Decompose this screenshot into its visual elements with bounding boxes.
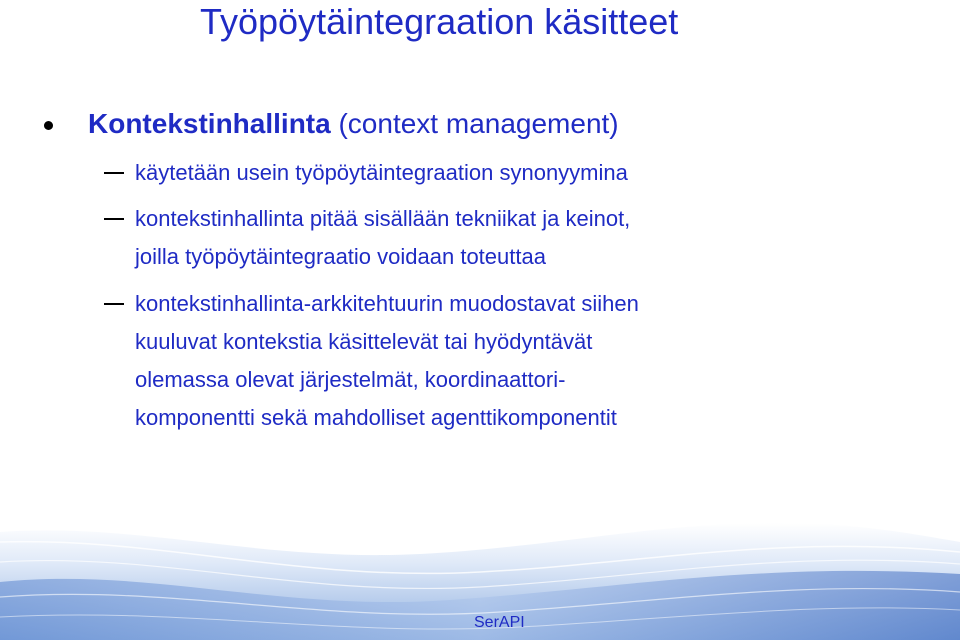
slide-title: Työpöytäintegraation käsitteet xyxy=(200,1,679,42)
bullet-dot-icon xyxy=(44,121,53,130)
dash-icon xyxy=(104,303,124,305)
subpoint-line: joilla työpöytäintegraatio voidaan toteuttaa xyxy=(135,244,546,269)
subpoint-line: käytetään usein työpöytäintegraation synonyymina xyxy=(135,160,628,185)
subpoint-line: kontekstinhallinta pitää sisällään tekniikat ja keinot, xyxy=(135,206,631,231)
subpoint-line: komponentti sekä mahdolliset agenttikomponentit xyxy=(135,405,617,430)
bullet-english: (context management) xyxy=(338,108,619,139)
bullet-term: Kontekstinhallinta xyxy=(88,108,331,139)
dash-icon xyxy=(104,172,124,174)
dash-icon xyxy=(104,218,124,220)
subpoint-line: kontekstinhallinta-arkkitehtuurin muodostavat siihen xyxy=(135,291,639,316)
subpoint-line: kuuluvat kontekstia käsittelevät tai hyödyntävät xyxy=(135,329,593,354)
main-bullet-text xyxy=(88,104,619,144)
subpoint-line: olemassa olevat järjestelmät, koordinaattori- xyxy=(135,367,566,392)
footer-label: SerAPI xyxy=(474,614,525,631)
